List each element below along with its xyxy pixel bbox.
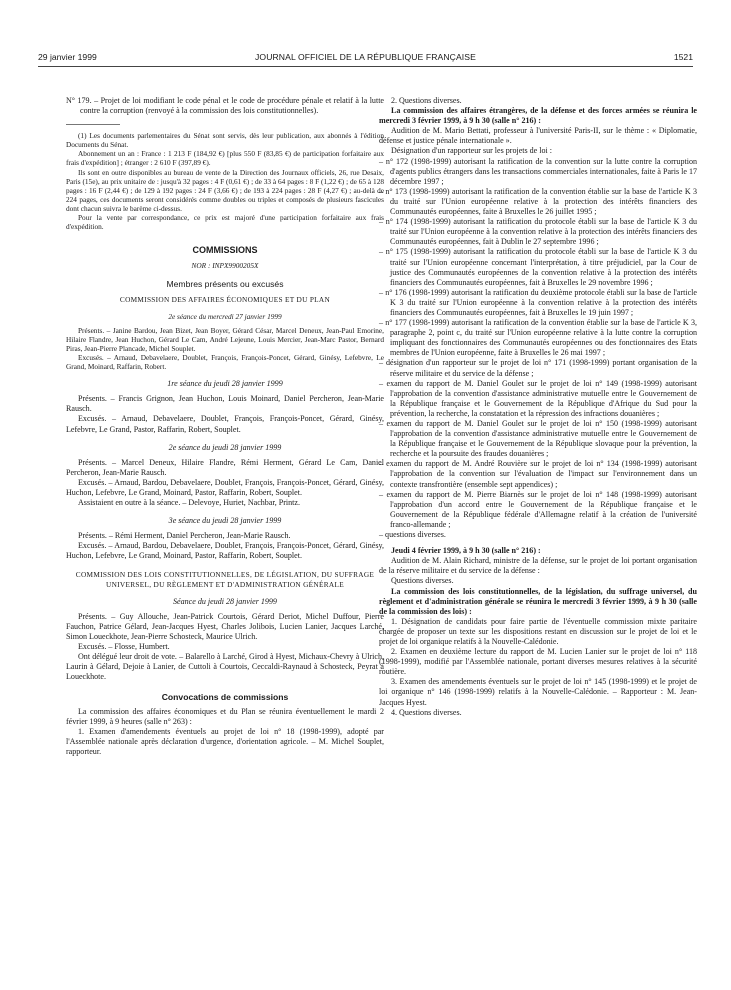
agenda-item: 2. Examen en deuxième lecture du rapport de M. Lucien Lanier sur le projet de loi n° 118 (1998-1999), modifié par l'Assemblée nationale, portant diverses mesures relatives à la sécurité routière. — [379, 647, 697, 677]
session-title: 2e séance du jeudi 28 janvier 1999 — [168, 442, 282, 452]
list-item: – examen du rapport de M. André Rouvière sur le projet de loi n° 134 (1998-1999) autorisant l'approbation de la convention sur l'évaluation de l'impact sur l'environnement dans un contexte transfrontière (ensemble sept appendices) ; — [379, 459, 697, 489]
agenda-list — [379, 157, 697, 541]
nor-reference: NOR : INPX9900205X — [191, 261, 259, 271]
list-item: – n° 176 (1998-1999) autorisant la ratification du deuxième protocole établi sur la base de l'article K 3 du traité sur l'Union européenne à la convention relative à la protection des intérêts financiers des Communautés européennes, fait à Bruxelles le 19 juin 1997 ; — [379, 288, 697, 318]
excused-list: Excusés. – Arnaud, Bardou, Debavelaere, Doublet, François, François-Poncet, Gérard, Ginésy, Huchon, Lefebvre, Le Grand, Moinard, Pastor, Raffarin, Robert, Souplet. — [66, 541, 384, 561]
commission-name: COMMISSION DES AFFAIRES ÉCONOMIQUES ET DU PLAN — [119, 294, 331, 304]
list-item: – n° 172 (1998-1999) autorisant la ratification de la convention sur la lutte contre la corruption d'agents publics étrangers dans les transactions commerciales internationales, faite à Paris le 17 décembre 1997 ; — [379, 157, 697, 187]
list-item: – n° 175 (1998-1999) autorisant la ratification du protocole établi sur la base de l'article K 3 du traité sur l'Union européenne concernant l'interprétation, à titre préjudiciel, par la Cour de justice des Communautés européennes de la convention relative à la protection des intérêts financiers des Communautés européennes, fait à Bruxelles le 29 novembre 1996 ; — [379, 247, 697, 287]
agenda-item: 2. Questions diverses. — [391, 96, 462, 105]
commission-name: COMMISSION DES LOIS CONSTITUTIONNELLES, DE LÉGISLATION, DU SUFFRAGE UNIVERSEL, DU RÈGLEMENT ET D'ADMINISTRATION GÉNÉRALE — [75, 569, 375, 589]
designation-intro: Désignation d'un rapporteur sur les projets de loi : — [391, 146, 553, 156]
list-item: – questions diverses. — [379, 530, 697, 540]
section-title: COMMISSIONS — [192, 245, 258, 256]
session-heading: Jeudi 4 février 1999, à 9 h 30 (salle n° 216) : — [391, 546, 541, 556]
session-title: 3e séance du jeudi 28 janvier 1999 — [168, 516, 282, 526]
list-item: – n° 177 (1998-1999) autorisant la ratification de la convention établie sur la base de l'article K 3, paragraphe 2, point c, du traité sur l'Union européenne relative à la lutte contre la corruption impliquant des fonctionnaires des Communautés européennes ou des fonctionnaires des Etats membres de l'Union européenne, faite à Bruxelles le 26 mai 1997 ; — [379, 318, 697, 358]
agenda-item: 1. Examen d'amendements éventuels au projet de loi n° 18 (1998-1999), adopté par l'Assemblée nationale après déclaration d'urgence, d'orientation agricole. – M. Michel Souplet, rapporteur. — [66, 726, 384, 756]
bill-entry: N° 179. – Projet de loi modifiant le code pénal et le code de procédure pénale et relatif à la lutte contre la corruption (renvoyé à la commission des lois constitutionnelles). — [66, 96, 384, 116]
header-date: 29 janvier 1999 — [38, 52, 97, 62]
agenda-item: Questions diverses. — [391, 576, 454, 586]
session-title: 2e séance du mercredi 27 janvier 1999 — [168, 311, 282, 321]
audition-item: Audition de M. Alain Richard, ministre de la défense, sur le projet de loi portant organisation de la réserve militaire et du service de la défense : — [379, 556, 697, 576]
right-column — [379, 96, 697, 718]
list-item: – examen du rapport de M. Pierre Biarnès sur le projet de loi n° 148 (1998-1999) autorisant l'approbation d'un accord entre le Gouvernement de la République française et le Gouvernement de la République fédérale d'Allemagne relatif à la création de l'université franco-allemande ; — [379, 490, 697, 530]
excused-list: Excusés. – Arnaud, Bardou, Debavelaere, Doublet, François, François-Poncet, Gérard, Ginésy, Huchon, Lefebvre, Le Grand, Moinard, Pastor, Raffarin, Robert, Souplet. — [66, 477, 384, 497]
present-list: Présents. – Janine Bardou, Jean Bizet, Jean Boyer, Gérard César, Marcel Deneux, Jean-Paul Emorine, Hilaire Flandre, Jean Huchon, Gérard Le Cam, André Lejeune, Louis Mercier, Jean-Marc Pastor, Bernard Piras, Jean-Pierre Plancade, Michel Souplet. — [66, 325, 384, 353]
excused-list: Excusés. – Arnaud, Debavelaere, Doublet, François, François-Poncet, Gérard, Ginésy, Lefebvre, Le Grand, Moinard, Raffarin, Robert. — [66, 352, 384, 372]
journal-title: JOURNAL OFFICIEL DE LA RÉPUBLIQUE FRANÇAISE — [255, 52, 476, 62]
page-header — [38, 52, 693, 66]
subscription-note: Abonnement un an : France : 1 213 F (184,92 €) [plus 550 F (83,85 €) de participation forfaitaire aux frais d'expédition] ; étranger : 2 610 F (397,89 €). — [66, 149, 384, 168]
convocations-title: Convocations de commissions — [161, 691, 289, 702]
footnote-separator — [66, 124, 120, 125]
list-item: – examen du rapport de M. Daniel Goulet sur le projet de loi n° 150 (1998-1999) autorisant l'approbation de la convention d'assistance administrative mutuelle entre le Gouvernement de la République française et le Gouvernement de la République slovaque pour la prévention, la recherche et la poursuite des fraudes douanières ; — [379, 419, 697, 459]
session-title: Séance du jeudi 28 janvier 1999 — [173, 596, 277, 606]
present-list: Présents. – Marcel Deneux, Hilaire Flandre, Rémi Herment, Gérard Le Cam, Daniel Percheron, Jean-Marie Rausch. — [66, 457, 384, 477]
list-item: – examen du rapport de M. Daniel Goulet sur le projet de loi n° 149 (1998-1999) autorisant l'approbation de la convention d'assistance administrative mutuelle entre le Gouvernement de la République française et le Gouvernement de la République d'Afrique du Sud pour la prévention, la recherche, la constatation et la répression des infractions douanières ; — [379, 379, 697, 419]
header-rule — [38, 66, 693, 67]
page-number: 1521 — [673, 52, 693, 62]
left-column — [66, 96, 384, 757]
present-list: Présents. – Rémi Herment, Daniel Percheron, Jean-Marie Rausch. — [78, 531, 291, 541]
agenda-item: 1. Désignation de candidats pour faire partie de l'éventuelle commission mixte paritaire chargée de proposer un texte sur les dispositions restant en discussion sur le projet de loi et le projet de loi organique relatifs à la Nouvelle-Calédonie. — [379, 616, 697, 646]
list-item: – n° 174 (1998-1999) autorisant la ratification du protocole établi sur la base de l'article K 3 du traité sur l'Union européenne à la convention relative à la protection des intérêts financiers des Communautés européennes, fait à Dublin le 27 septembre 1996 ; — [379, 217, 697, 247]
footnote-text: (1) Les documents parlementaires du Sénat sont servis, dès leur publication, aux abonnés à l'édition Documents du Sénat. — [66, 131, 384, 150]
convocation-notice: La commission des affaires étrangères, de la défense et des forces armées se réunira le mercredi 3 février 1999, à 9 h 30 (salle n° 216) : — [379, 106, 697, 126]
excused-list: Excusés. – Flosse, Humbert. — [78, 642, 170, 652]
present-list: Présents. – Francis Grignon, Jean Huchon, Louis Moinard, Daniel Percheron, Jean-Marie Rausch. — [66, 394, 384, 414]
attendees-list: Assistaient en outre à la séance. – Delevoye, Huriet, Nachbar, Printz. — [78, 498, 301, 508]
present-list: Présents. – Guy Allouche, Jean-Patrick Courtois, Gérard Deriot, Michel Duffour, Pierre Fauchon, Patrice Gélard, Jean-Jacques Hyest, Charles Jolibois, Lucien Lanier, Jacques Larché, Simon Loueckhote, Jean-Pierre Schosteck, Maurice Ulrich. — [66, 611, 384, 642]
audition-item: Audition de M. Mario Bettati, professeur à l'université Paris-II, sur le thème : « Diplomatie, défense et justice pénale internationale ». — [379, 126, 697, 146]
excused-list: Excusés. – Arnaud, Debavelaere, Doublet, François, François-Poncet, Gérard, Ginésy, Lefebvre, Le Grand, Pastor, Raffarin, Robert, Souplet. — [66, 414, 384, 434]
convocation-notice: La commission des affaires économiques et du Plan se réunira éventuellement le mardi 2 février 1999, à 9 heures (salle n° 263) : — [66, 706, 384, 726]
agenda-item: 3. Examen des amendements éventuels sur le projet de loi n° 145 (1998-1999) et le projet de loi organique n° 146 (1998-1999) relatifs à la Nouvelle-Calédonie. – Rapporteur : M. Jean-Jacques Hyest. — [379, 677, 697, 707]
mail-order-note: Pour la vente par correspondance, ce prix est majoré d'une participation forfaitaire aux frais d'expédition. — [66, 213, 384, 232]
subsection-title: Membres présents ou excusés — [166, 279, 284, 290]
session-title: 1re séance du jeudi 28 janvier 1999 — [167, 379, 283, 389]
price-note: Ils sont en outre disponibles au bureau de vente de la Direction des Journaux officiels, 26, rue Desaix, Paris (15e), au prix unitaire de : jusqu'à 32 pages : 4 F (0,61 €) ; de 33 à 64 pages : 8 F (1,22 €) ; de 65 à 128 pages : 16 F (2,44 €) ; de 129 à 192 pages : 24 F (3,66 €) ; de 193 à 224 pages : 28 F (4,27 €) ; au-delà de 224 pages, ces documents seront considérés comme doubles ou triples et composés de plusieurs fascicules dont chacun suivra le barème ci-dessus. — [66, 167, 384, 213]
convocation-notice: La commission des lois constitutionnelles, de la législation, du suffrage universel, du règlement et d'administration générale se réunira le mercredi 3 février 1999, à 9 h 30 (salle de la commission des lois) : — [379, 586, 697, 616]
list-item: – désignation d'un rapporteur sur le projet de loi n° 171 (1998-1999) portant organisation de la réserve militaire et du service de la défense ; — [379, 358, 697, 378]
vote-delegation: Ont délégué leur droit de vote. – Balarello à Larché, Girod à Hyest, Michaux-Chevry à Ulrich, Laurin à Gélard, Dejoie à Lanier, de Cuttoli à Courtois, Ceccaldi-Raynaud à Schosteck, Peyrat à Loueckhote. — [66, 652, 384, 682]
list-item: – n° 173 (1998-1999) autorisant la ratification de la convention établie sur la base de l'article K 3 du traité sur l'Union européenne relative à la protection des intérêts financiers des Communautés européennes, faite à Bruxelles le 26 juillet 1995 ; — [379, 187, 697, 217]
agenda-item: 4. Questions diverses. — [391, 707, 462, 717]
